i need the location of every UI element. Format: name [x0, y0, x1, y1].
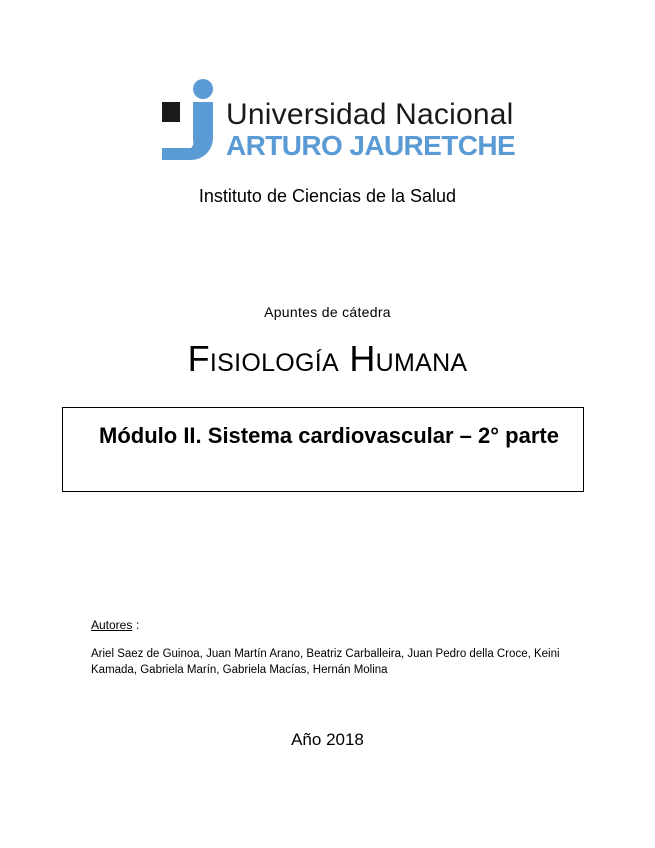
- authors-heading: [91, 618, 132, 633]
- university-logo: [160, 78, 516, 166]
- document-type: Apuntes de cátedra: [264, 304, 391, 320]
- publication-year: Año 2018: [291, 730, 364, 749]
- authors-heading-colon: :: [136, 618, 140, 632]
- authors-list: Ariel Saez de Guinoa, Juan Martín Arano, Beatriz Carballeira, Juan Pedro della Croce, Keini Kamada, Gabriela Marín, Gabriela Macías, Hernán Molina: [91, 648, 560, 676]
- institute-name: Instituto de Ciencias de la Salud: [198, 186, 457, 206]
- logo-text-jauretche: ARTURO JAURETCHE: [226, 130, 516, 161]
- logo-text-universidad: Universidad Nacional: [226, 98, 514, 131]
- university-logo-mark-icon: [160, 78, 220, 166]
- authors-heading-text: Autores: [91, 618, 133, 632]
- subject-title: Fisiología Humana: [187, 338, 468, 379]
- module-title-box: [62, 407, 584, 492]
- module-title: Módulo II. Sistema cardiovascular – 2° parte: [99, 423, 559, 448]
